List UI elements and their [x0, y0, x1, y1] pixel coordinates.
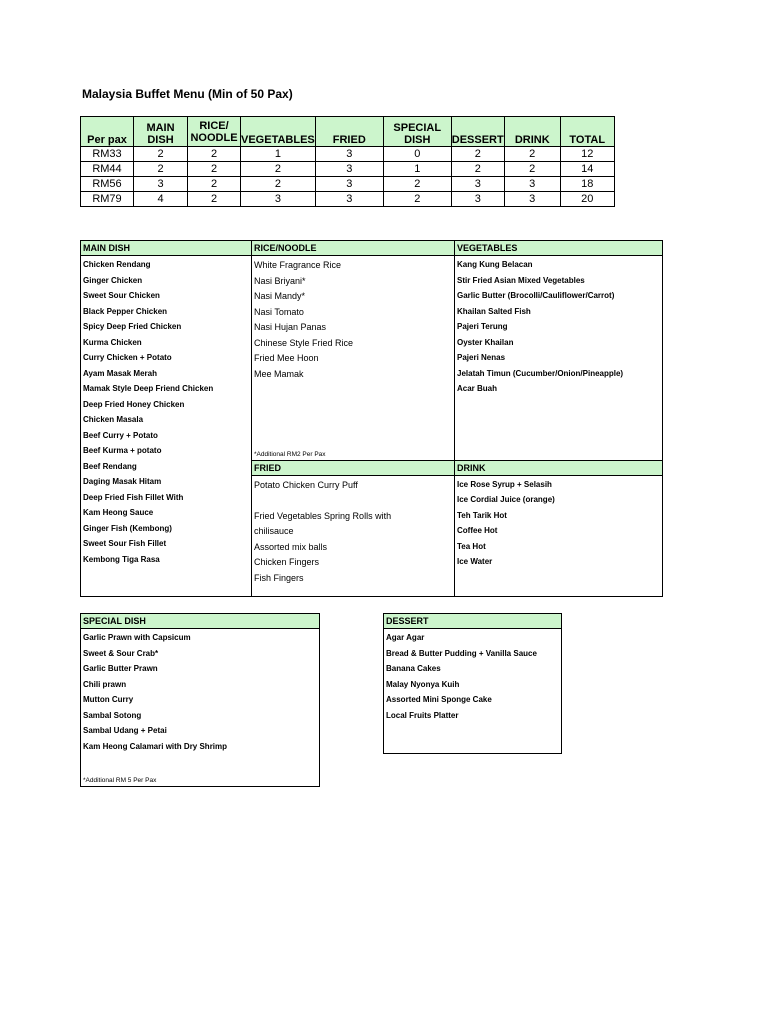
menu-item: Garlic Butter (Brocolli/Cauliflower/Carrot) — [457, 291, 615, 300]
price-cell: RM79 — [81, 192, 134, 207]
count-cell: 2 — [451, 162, 504, 177]
rice-noodle-cell — [252, 256, 455, 461]
menu-item: Deep Fried Fish Fillet With — [83, 492, 184, 502]
count-cell: 3 — [315, 177, 383, 192]
menu-item: Nasi Mandy* — [254, 291, 306, 301]
price-cell: RM33 — [81, 147, 134, 162]
menu-item: Mee Mamak — [254, 368, 304, 379]
menu-item: Sweet Sour Fish Fillet — [83, 539, 167, 548]
rice-noodle-header: RICE/NOODLE — [252, 241, 455, 256]
count-cell: 3 — [504, 192, 560, 207]
menu-item: Bread & Butter Pudding + Vanilla Sauce — [386, 648, 537, 658]
menu-item: Daging Masak Hitam — [83, 477, 162, 486]
count-cell: 3 — [451, 192, 504, 207]
menu-item: Ginger Fish (Kembong) — [83, 523, 172, 533]
count-cell: 18 — [560, 177, 614, 192]
header-special-dish: SPECIAL DISH — [383, 117, 451, 147]
menu-item: Mutton Curry — [83, 695, 134, 704]
menu-item: Sweet Sour Chicken — [83, 291, 160, 300]
count-cell: 2 — [383, 177, 451, 192]
menu-grid — [80, 240, 663, 597]
header-fried: FRIED — [315, 117, 383, 147]
menu-item: Garlic Prawn with Capsicum — [83, 633, 191, 642]
count-cell: 2 — [188, 192, 241, 207]
count-cell: 20 — [560, 192, 614, 207]
menu-item: Tea Hot — [457, 541, 486, 551]
menu-item: Nasi Hujan Panas — [254, 322, 327, 332]
menu-item: Sweet & Sour Crab* — [83, 648, 159, 658]
menu-item: Chicken Rendang — [83, 260, 151, 269]
menu-item: Kurma Chicken — [83, 337, 142, 347]
menu-item: Malay Nyonya Kuih — [386, 679, 460, 689]
header-total: TOTAL — [560, 117, 614, 147]
count-cell: 2 — [383, 192, 451, 207]
special-dish-list — [81, 629, 319, 756]
count-cell: 2 — [504, 162, 560, 177]
count-cell: 3 — [451, 177, 504, 192]
special-dish-cell — [81, 629, 320, 787]
fried-cell — [252, 475, 455, 596]
menu-item: Potato Chicken Curry Puff — [254, 479, 358, 490]
header-main-dish: MAIN DISH — [134, 117, 188, 147]
menu-title: Malaysia Buffet Menu (Min of 50 Pax) — [82, 87, 293, 101]
menu-item: Ginger Chicken — [83, 275, 143, 285]
main-dish-list — [81, 256, 251, 569]
menu-item: Assorted mix balls — [254, 541, 328, 552]
menu-item: Ice Rose Syrup + Selasih — [457, 479, 552, 489]
count-cell: 2 — [451, 147, 504, 162]
price-row — [81, 192, 615, 207]
count-cell: 2 — [241, 177, 316, 192]
dessert-list — [384, 629, 561, 725]
menu-item: Curry Chicken + Potato — [83, 353, 172, 362]
rice-noodle-list — [252, 256, 454, 383]
menu-item: Banana Cakes — [386, 664, 441, 673]
price-table-body — [81, 147, 615, 207]
menu-item: Pajeri Terung — [457, 322, 508, 331]
count-cell: 14 — [560, 162, 614, 177]
count-cell: 2 — [188, 177, 241, 192]
price-table-header-row — [81, 117, 615, 147]
vegetables-cell — [455, 256, 663, 461]
menu-item: Local Fruits Platter — [386, 710, 459, 720]
menu-item — [254, 494, 454, 510]
menu-item: Spicy Deep Fried Chicken — [83, 322, 182, 331]
count-cell: 3 — [134, 177, 188, 192]
menu-item: Beef Rendang — [83, 461, 137, 471]
header-dessert: DESSERT — [451, 117, 504, 147]
count-cell: 3 — [504, 177, 560, 192]
fried-list — [252, 476, 454, 588]
drink-list — [455, 476, 662, 572]
header-vegetables: VEGETABLES — [241, 117, 316, 147]
menu-item: Chinese Style Fried Rice — [254, 337, 354, 348]
count-cell: 2 — [188, 147, 241, 162]
menu-item: Stir Fried Asian Mixed Vegetables — [457, 275, 585, 285]
count-cell: 4 — [134, 192, 188, 207]
count-cell: 3 — [315, 162, 383, 177]
special-dish-table — [80, 613, 320, 787]
menu-item: Sambal Udang + Petai — [83, 726, 167, 735]
count-cell: 1 — [383, 162, 451, 177]
menu-item: Sambal Sotong — [83, 710, 142, 720]
menu-item: Nasi Briyani* — [254, 275, 306, 286]
header-drink: DRINK — [504, 117, 560, 147]
menu-item: Kam Heong Sauce — [83, 508, 154, 517]
main-dish-cell — [81, 256, 252, 597]
dessert-cell — [384, 629, 562, 754]
menu-item: Deep Fried Honey Chicken — [83, 399, 185, 409]
menu-item: Kembong Tiga Rasa — [83, 554, 160, 564]
menu-item: Fried Vegetables Spring Rolls with — [254, 510, 392, 521]
price-row — [81, 147, 615, 162]
menu-item: Black Pepper Chicken — [83, 306, 168, 316]
menu-item: Ayam Masak Merah — [83, 368, 157, 378]
menu-item: Kam Heong Calamari with Dry Shrimp — [83, 741, 228, 751]
menu-item: Jelatah Timun (Cucumber/Onion/Pineapple) — [457, 368, 624, 378]
header-rice-noodle: RICE/ NOODLE — [188, 117, 241, 147]
count-cell: 2 — [188, 162, 241, 177]
menu-item: Khailan Salted Fish — [457, 306, 531, 316]
menu-item: Chicken Fingers — [254, 557, 320, 568]
menu-item: Teh Tarik Hot — [457, 510, 507, 520]
count-cell: 3 — [315, 147, 383, 162]
menu-item: Pajeri Nenas — [457, 353, 506, 362]
menu-item: Ice Cordial Juice (orange) — [457, 495, 555, 505]
menu-item: Chicken Masala — [83, 415, 144, 424]
dessert-table — [383, 613, 562, 754]
menu-item: White Fragrance Rice — [254, 260, 342, 270]
count-cell: 2 — [241, 162, 316, 177]
menu-item: Kang Kung Belacan — [457, 260, 533, 269]
menu-item: Fried Mee Hoon — [254, 353, 319, 363]
drink-cell — [455, 475, 663, 596]
price-table — [80, 116, 615, 207]
menu-item: Agar Agar — [386, 633, 425, 642]
menu-item: Oyster Khailan — [457, 337, 514, 347]
count-cell: 2 — [504, 147, 560, 162]
special-dish-header: SPECIAL DISH — [81, 614, 320, 629]
price-row — [81, 177, 615, 192]
price-row — [81, 162, 615, 177]
count-cell: 3 — [315, 192, 383, 207]
menu-item: Fish Fingers — [254, 572, 304, 583]
menu-item: Beef Curry + Potato — [83, 430, 158, 440]
dessert-header: DESSERT — [384, 614, 562, 629]
vegetables-header: VEGETABLES — [455, 241, 663, 256]
main-dish-header: MAIN DISH — [81, 241, 252, 256]
count-cell: 12 — [560, 147, 614, 162]
menu-item: Nasi Tomato — [254, 306, 304, 317]
count-cell: 2 — [134, 162, 188, 177]
menu-item: Acar Buah — [457, 384, 498, 393]
rice-noodle-note: *Additional RM2 Per Pax — [254, 450, 326, 458]
count-cell: 0 — [383, 147, 451, 162]
fried-header: FRIED — [252, 460, 455, 475]
menu-item: Coffee Hot — [457, 526, 498, 536]
header-per-pax: Per pax — [81, 117, 134, 147]
menu-item: Ice Water — [457, 557, 493, 567]
menu-item: chilisauce — [254, 526, 294, 537]
vegetables-list — [455, 256, 662, 399]
count-cell: 2 — [134, 147, 188, 162]
price-cell: RM44 — [81, 162, 134, 177]
special-dish-note: *Additional RM 5 Per Pax — [83, 777, 157, 784]
menu-item: Chili prawn — [83, 679, 127, 689]
menu-item: Assorted Mini Sponge Cake — [386, 695, 492, 704]
price-cell: RM56 — [81, 177, 134, 192]
count-cell: 3 — [241, 192, 316, 207]
menu-item: Beef Kurma + potato — [83, 446, 162, 455]
drink-header: DRINK — [455, 460, 663, 475]
count-cell: 1 — [241, 147, 316, 162]
menu-item: Garlic Butter Prawn — [83, 664, 158, 673]
menu-item: Mamak Style Deep Friend Chicken — [83, 384, 214, 393]
